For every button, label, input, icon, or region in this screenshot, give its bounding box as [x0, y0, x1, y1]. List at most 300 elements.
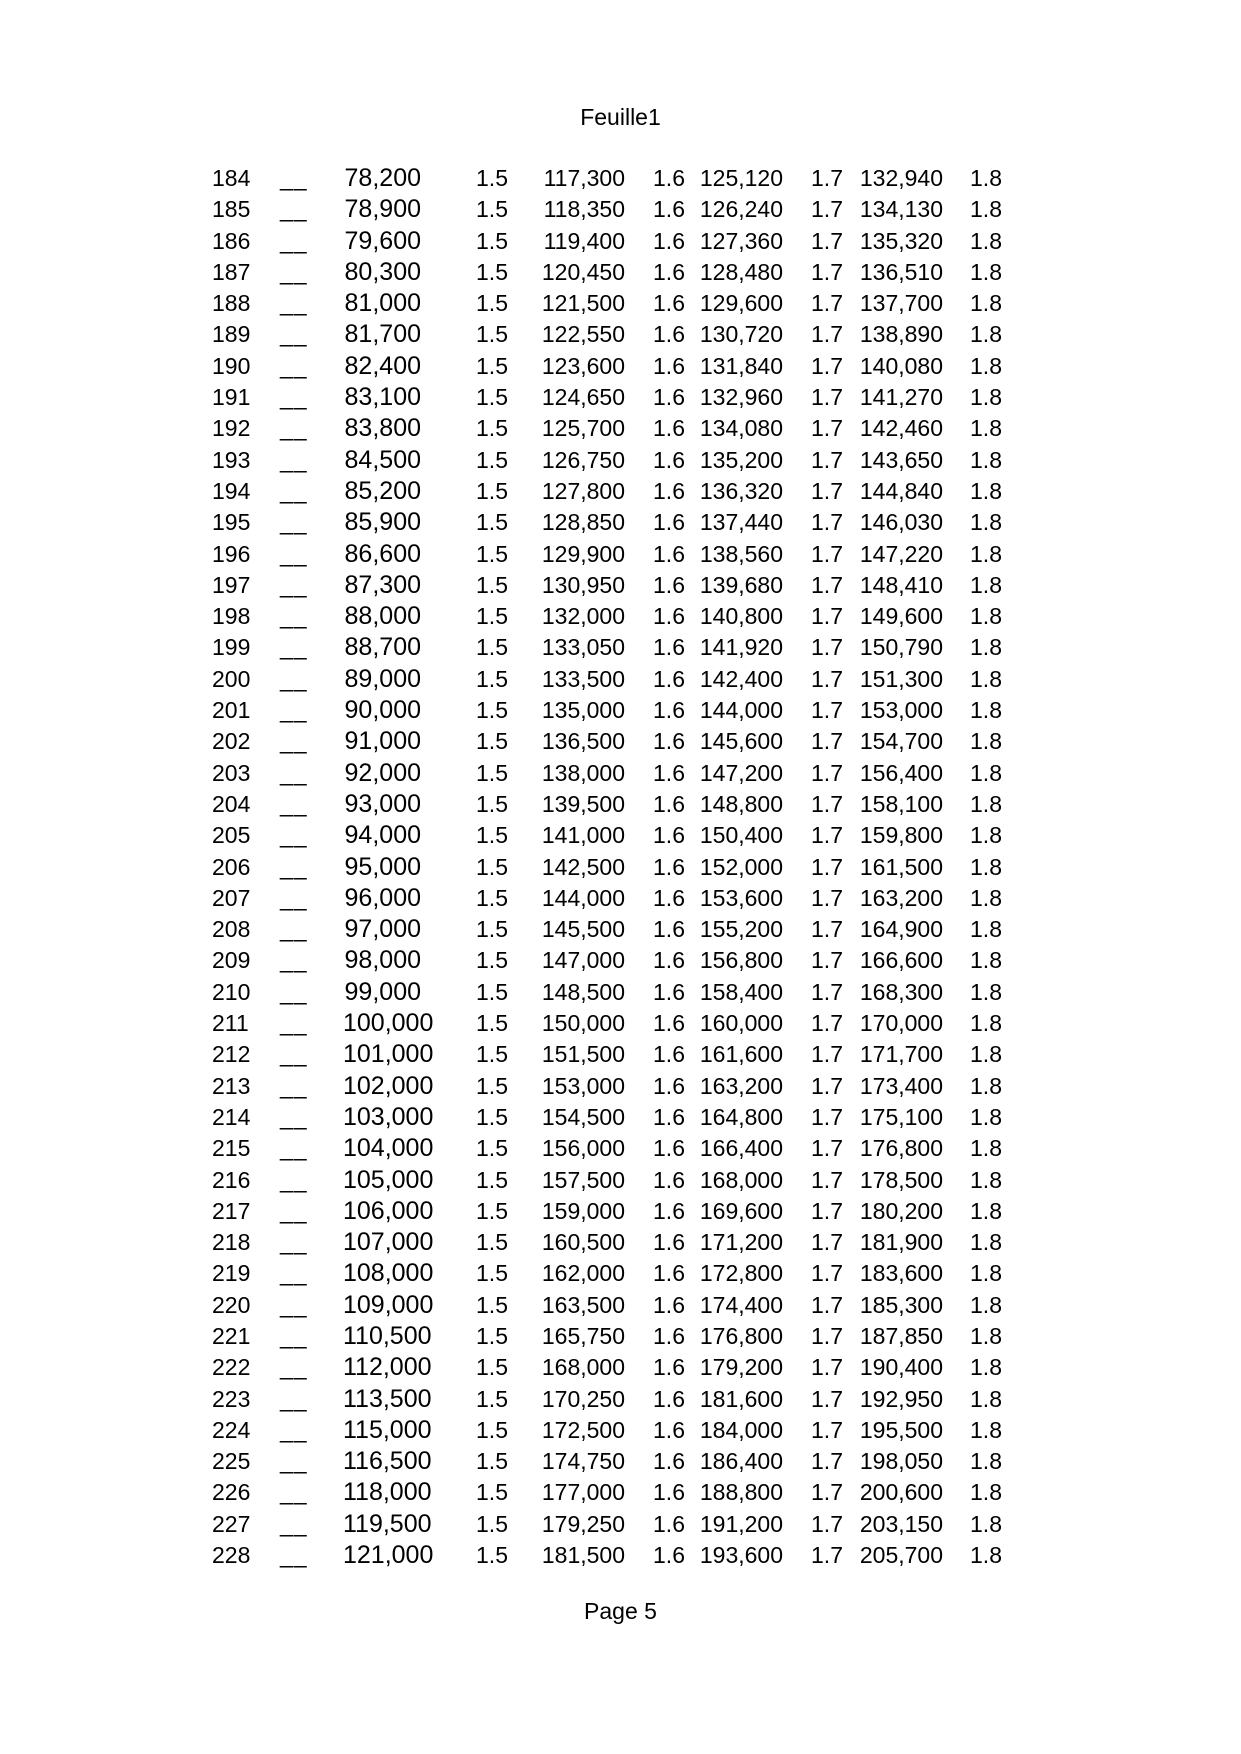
factor-1-5-cell: 1.5: [476, 196, 508, 223]
factor-1-6-cell: 1.6: [653, 415, 685, 442]
value-x1-7-cell: 149,600: [859, 603, 943, 630]
table-row: [212, 194, 1002, 225]
row-number-cell: 214: [212, 1103, 251, 1130]
value-x1-5-cell: 126,750: [541, 446, 625, 473]
value-x1-7-cell: 183,600: [859, 1260, 943, 1287]
table-row: [212, 539, 1002, 570]
factor-1-8-cell: 1.8: [970, 1448, 1002, 1475]
table-row: [212, 1540, 1002, 1571]
blank-cell-mark: __: [280, 540, 308, 567]
value-x1-5-cell: 124,650: [541, 384, 625, 411]
row-number-cell: 225: [212, 1448, 251, 1475]
value-x1-5-cell: 162,000: [541, 1260, 625, 1287]
factor-1-6-cell: 1.6: [653, 603, 685, 630]
value-x1-6-cell: 168,000: [699, 1166, 783, 1193]
factor-1-7-cell: 1.7: [811, 1354, 843, 1381]
blank-cell-mark: __: [280, 321, 308, 348]
factor-1-5-cell: 1.5: [476, 603, 508, 630]
row-number-cell: 212: [212, 1041, 251, 1068]
value-x1-6-cell: 171,200: [699, 1229, 783, 1256]
base-value-cell: 87,300: [344, 570, 421, 599]
base-value-cell: 98,000: [344, 946, 421, 975]
value-x1-5-cell: 156,000: [541, 1135, 625, 1162]
value-x1-6-cell: 188,800: [699, 1479, 783, 1506]
factor-1-5-cell: 1.5: [476, 822, 508, 849]
blank-cell-mark: __: [280, 1260, 308, 1287]
factor-1-5-cell: 1.5: [476, 853, 508, 880]
factor-1-8-cell: 1.8: [970, 321, 1002, 348]
blank-cell-mark: __: [280, 415, 308, 442]
base-value-cell: 121,000: [343, 1541, 434, 1570]
factor-1-6-cell: 1.6: [653, 1322, 685, 1349]
base-value-cell: 88,000: [344, 602, 421, 631]
factor-1-6-cell: 1.6: [653, 1010, 685, 1037]
value-x1-5-cell: 151,500: [541, 1041, 625, 1068]
base-value-cell: 115,000: [343, 1415, 432, 1444]
value-x1-6-cell: 134,080: [699, 415, 783, 442]
blank-cell-mark: __: [280, 196, 308, 223]
value-x1-6-cell: 153,600: [699, 884, 783, 911]
factor-1-8-cell: 1.8: [970, 1103, 1002, 1130]
factor-1-5-cell: 1.5: [476, 1291, 508, 1318]
table-row: [212, 319, 1002, 350]
value-x1-7-cell: 138,890: [859, 321, 943, 348]
blank-cell-mark: __: [280, 1135, 308, 1162]
table-row: [212, 695, 1002, 726]
factor-1-8-cell: 1.8: [970, 1166, 1002, 1193]
value-x1-5-cell: 119,400: [543, 227, 625, 254]
value-x1-7-cell: 190,400: [859, 1354, 943, 1381]
table-row: [212, 570, 1002, 601]
factor-1-7-cell: 1.7: [811, 1448, 843, 1475]
factor-1-7-cell: 1.7: [811, 728, 843, 755]
value-x1-6-cell: 139,680: [699, 571, 783, 598]
factor-1-5-cell: 1.5: [476, 1072, 508, 1099]
row-number-cell: 187: [212, 258, 251, 285]
row-number-cell: 224: [212, 1416, 251, 1443]
table-row: [212, 1196, 1002, 1227]
blank-cell-mark: __: [280, 1510, 308, 1537]
value-x1-5-cell: 130,950: [541, 571, 625, 598]
factor-1-5-cell: 1.5: [476, 978, 508, 1005]
value-x1-7-cell: 178,500: [859, 1166, 943, 1193]
row-number-cell: 185: [212, 196, 251, 223]
factor-1-6-cell: 1.6: [653, 321, 685, 348]
row-number-cell: 186: [212, 227, 251, 254]
value-x1-7-cell: 153,000: [859, 697, 943, 724]
value-x1-5-cell: 123,600: [541, 352, 625, 379]
factor-1-5-cell: 1.5: [476, 477, 508, 504]
value-x1-7-cell: 200,600: [859, 1479, 943, 1506]
value-x1-6-cell: 131,840: [699, 352, 783, 379]
blank-cell-mark: __: [280, 603, 308, 630]
factor-1-8-cell: 1.8: [970, 477, 1002, 504]
base-value-cell: 119,500: [343, 1509, 432, 1538]
value-x1-7-cell: 171,700: [859, 1041, 943, 1068]
factor-1-5-cell: 1.5: [476, 790, 508, 817]
row-number-cell: 220: [212, 1291, 251, 1318]
factor-1-7-cell: 1.7: [811, 1291, 843, 1318]
blank-cell-mark: __: [280, 290, 308, 317]
factor-1-8-cell: 1.8: [970, 603, 1002, 630]
value-x1-5-cell: 120,450: [541, 258, 625, 285]
value-x1-6-cell: 138,560: [699, 540, 783, 567]
base-value-cell: 85,900: [344, 508, 421, 537]
factor-1-5-cell: 1.5: [476, 352, 508, 379]
blank-cell-mark: __: [280, 978, 308, 1005]
row-number-cell: 198: [212, 603, 251, 630]
base-value-cell: 109,000: [343, 1290, 434, 1319]
value-x1-7-cell: 143,650: [859, 446, 943, 473]
factor-1-5-cell: 1.5: [476, 884, 508, 911]
factor-1-8-cell: 1.8: [970, 1291, 1002, 1318]
value-x1-7-cell: 156,400: [859, 759, 943, 786]
page-number: Page 5: [584, 1598, 657, 1624]
blank-cell-mark: __: [280, 790, 308, 817]
blank-cell-mark: __: [280, 1322, 308, 1349]
factor-1-8-cell: 1.8: [970, 196, 1002, 223]
blank-cell-mark: __: [280, 352, 308, 379]
value-x1-6-cell: 160,000: [699, 1010, 783, 1037]
value-x1-6-cell: 152,000: [699, 853, 783, 880]
table-row: [212, 1415, 1002, 1446]
value-x1-5-cell: 135,000: [541, 697, 625, 724]
base-value-cell: 112,000: [343, 1353, 432, 1382]
base-value-cell: 110,500: [343, 1321, 432, 1350]
factor-1-5-cell: 1.5: [476, 1260, 508, 1287]
blank-cell-mark: __: [280, 258, 308, 285]
blank-cell-mark: __: [280, 759, 308, 786]
value-x1-7-cell: 158,100: [859, 790, 943, 817]
row-number-cell: 197: [212, 571, 251, 598]
factor-1-6-cell: 1.6: [653, 227, 685, 254]
factor-1-5-cell: 1.5: [476, 290, 508, 317]
factor-1-5-cell: 1.5: [476, 1479, 508, 1506]
value-x1-7-cell: 140,080: [859, 352, 943, 379]
factor-1-6-cell: 1.6: [653, 352, 685, 379]
value-x1-6-cell: 140,800: [699, 603, 783, 630]
base-value-cell: 90,000: [344, 696, 421, 725]
row-number-cell: 201: [212, 697, 251, 724]
factor-1-6-cell: 1.6: [653, 509, 685, 536]
table-row: [212, 1509, 1002, 1540]
table-row: [212, 1352, 1002, 1383]
factor-1-8-cell: 1.8: [970, 258, 1002, 285]
blank-cell-mark: __: [280, 509, 308, 536]
factor-1-7-cell: 1.7: [811, 1010, 843, 1037]
factor-1-7-cell: 1.7: [811, 509, 843, 536]
factor-1-5-cell: 1.5: [476, 1416, 508, 1443]
factor-1-6-cell: 1.6: [653, 947, 685, 974]
value-x1-7-cell: 141,270: [859, 384, 943, 411]
value-x1-5-cell: 168,000: [541, 1354, 625, 1381]
factor-1-7-cell: 1.7: [811, 321, 843, 348]
row-number-cell: 200: [212, 665, 251, 692]
row-number-cell: 223: [212, 1385, 251, 1412]
value-x1-6-cell: 193,600: [699, 1542, 783, 1569]
factor-1-6-cell: 1.6: [653, 884, 685, 911]
factor-1-8-cell: 1.8: [970, 1510, 1002, 1537]
table-row: [212, 1258, 1002, 1289]
factor-1-7-cell: 1.7: [811, 446, 843, 473]
value-x1-7-cell: 176,800: [859, 1135, 943, 1162]
base-value-cell: 83,800: [344, 414, 421, 443]
factor-1-7-cell: 1.7: [811, 1260, 843, 1287]
value-x1-5-cell: 157,500: [541, 1166, 625, 1193]
value-x1-7-cell: 173,400: [859, 1072, 943, 1099]
factor-1-7-cell: 1.7: [811, 227, 843, 254]
value-x1-7-cell: 146,030: [859, 509, 943, 536]
row-number-cell: 199: [212, 634, 251, 661]
row-number-cell: 213: [212, 1072, 251, 1099]
table-row: [212, 977, 1002, 1008]
row-number-cell: 215: [212, 1135, 251, 1162]
table-row: [212, 226, 1002, 257]
value-x1-5-cell: 128,850: [541, 509, 625, 536]
value-x1-5-cell: 121,500: [541, 290, 625, 317]
value-x1-5-cell: 142,500: [541, 853, 625, 880]
blank-cell-mark: __: [280, 1291, 308, 1318]
factor-1-5-cell: 1.5: [476, 634, 508, 661]
factor-1-8-cell: 1.8: [970, 822, 1002, 849]
table-row: [212, 914, 1002, 945]
table-row: [212, 1446, 1002, 1477]
base-value-cell: 102,000: [343, 1071, 434, 1100]
factor-1-6-cell: 1.6: [653, 1135, 685, 1162]
base-value-cell: 84,500: [344, 445, 421, 474]
value-x1-6-cell: 191,200: [699, 1510, 783, 1537]
factor-1-5-cell: 1.5: [476, 759, 508, 786]
factor-1-8-cell: 1.8: [970, 1229, 1002, 1256]
factor-1-6-cell: 1.6: [653, 1103, 685, 1130]
factor-1-6-cell: 1.6: [653, 853, 685, 880]
factor-1-5-cell: 1.5: [476, 1229, 508, 1256]
value-x1-5-cell: 154,500: [541, 1103, 625, 1130]
blank-cell-mark: __: [280, 446, 308, 473]
factor-1-5-cell: 1.5: [476, 916, 508, 943]
row-number-cell: 210: [212, 978, 251, 1005]
factor-1-8-cell: 1.8: [970, 540, 1002, 567]
factor-1-7-cell: 1.7: [811, 634, 843, 661]
blank-cell-mark: __: [280, 1041, 308, 1068]
value-x1-7-cell: 159,800: [859, 822, 943, 849]
base-value-cell: 88,700: [344, 633, 421, 662]
factor-1-7-cell: 1.7: [811, 822, 843, 849]
row-number-cell: 194: [212, 477, 251, 504]
row-number-cell: 190: [212, 352, 251, 379]
factor-1-7-cell: 1.7: [811, 1479, 843, 1506]
value-x1-5-cell: 170,250: [541, 1385, 625, 1412]
blank-cell-mark: __: [280, 1010, 308, 1037]
table-row: [212, 1290, 1002, 1321]
value-x1-6-cell: 156,800: [699, 947, 783, 974]
table-row: [212, 1321, 1002, 1352]
table-row: [212, 601, 1002, 632]
factor-1-8-cell: 1.8: [970, 1542, 1002, 1569]
blank-cell-mark: __: [280, 1166, 308, 1193]
value-x1-5-cell: 122,550: [541, 321, 625, 348]
row-number-cell: 193: [212, 446, 251, 473]
factor-1-7-cell: 1.7: [811, 1072, 843, 1099]
value-x1-7-cell: 151,300: [859, 665, 943, 692]
factor-1-7-cell: 1.7: [811, 352, 843, 379]
blank-cell-mark: __: [280, 1072, 308, 1099]
factor-1-6-cell: 1.6: [653, 1510, 685, 1537]
factor-1-5-cell: 1.5: [476, 227, 508, 254]
value-x1-7-cell: 147,220: [859, 540, 943, 567]
factor-1-6-cell: 1.6: [653, 1072, 685, 1099]
factor-1-6-cell: 1.6: [653, 665, 685, 692]
base-value-cell: 83,100: [344, 383, 421, 412]
factor-1-5-cell: 1.5: [476, 1354, 508, 1381]
factor-1-6-cell: 1.6: [653, 634, 685, 661]
value-x1-7-cell: 198,050: [859, 1448, 943, 1475]
value-x1-7-cell: 132,940: [859, 165, 943, 191]
factor-1-7-cell: 1.7: [811, 290, 843, 317]
row-number-cell: 216: [212, 1166, 251, 1193]
value-x1-7-cell: 137,700: [859, 290, 943, 317]
value-x1-6-cell: 130,720: [699, 321, 783, 348]
value-x1-7-cell: 161,500: [859, 853, 943, 880]
factor-1-6-cell: 1.6: [653, 1291, 685, 1318]
value-x1-6-cell: 142,400: [699, 665, 783, 692]
factor-1-5-cell: 1.5: [476, 1542, 508, 1569]
base-value-cell: 86,600: [344, 539, 421, 568]
factor-1-8-cell: 1.8: [970, 384, 1002, 411]
blank-cell-mark: __: [280, 1229, 308, 1256]
factor-1-6-cell: 1.6: [653, 978, 685, 1005]
factor-1-8-cell: 1.8: [970, 634, 1002, 661]
base-value-cell: 103,000: [343, 1102, 434, 1131]
factor-1-6-cell: 1.6: [653, 384, 685, 411]
value-x1-5-cell: 136,500: [541, 728, 625, 755]
factor-1-7-cell: 1.7: [811, 603, 843, 630]
value-x1-7-cell: 180,200: [859, 1197, 943, 1224]
row-number-cell: 218: [212, 1229, 251, 1256]
factor-1-7-cell: 1.7: [811, 196, 843, 223]
factor-1-5-cell: 1.5: [476, 1385, 508, 1412]
value-x1-5-cell: 179,250: [541, 1510, 625, 1537]
base-value-cell: 78,900: [344, 195, 421, 224]
base-value-cell: 79,600: [344, 226, 421, 255]
base-value-cell: 80,300: [344, 257, 421, 286]
value-x1-6-cell: 155,200: [699, 916, 783, 943]
factor-1-6-cell: 1.6: [653, 1166, 685, 1193]
factor-1-8-cell: 1.8: [970, 728, 1002, 755]
factor-1-8-cell: 1.8: [970, 571, 1002, 598]
factor-1-6-cell: 1.6: [653, 1041, 685, 1068]
factor-1-7-cell: 1.7: [811, 1542, 843, 1569]
table-row: [212, 1133, 1002, 1164]
factor-1-6-cell: 1.6: [653, 1354, 685, 1381]
factor-1-6-cell: 1.6: [653, 790, 685, 817]
value-x1-7-cell: 142,460: [859, 415, 943, 442]
blank-cell-mark: __: [280, 1448, 308, 1475]
value-x1-6-cell: 125,120: [699, 165, 783, 191]
factor-1-5-cell: 1.5: [476, 665, 508, 692]
table-row: [212, 1227, 1002, 1258]
base-value-cell: 99,000: [344, 977, 421, 1006]
factor-1-8-cell: 1.8: [970, 227, 1002, 254]
factor-1-5-cell: 1.5: [476, 415, 508, 442]
factor-1-6-cell: 1.6: [653, 540, 685, 567]
value-x1-5-cell: 145,500: [541, 916, 625, 943]
value-x1-6-cell: 166,400: [699, 1135, 783, 1162]
table-row: [212, 1039, 1002, 1070]
row-number-cell: 189: [212, 321, 251, 348]
row-number-cell: 209: [212, 947, 251, 974]
factor-1-7-cell: 1.7: [811, 571, 843, 598]
factor-1-7-cell: 1.7: [811, 1510, 843, 1537]
blank-cell-mark: __: [280, 1479, 308, 1506]
row-number-cell: 207: [212, 884, 251, 911]
table-row: [212, 445, 1002, 476]
table-row: [212, 288, 1002, 319]
value-x1-7-cell: 134,130: [859, 196, 943, 223]
value-x1-6-cell: 161,600: [699, 1041, 783, 1068]
value-x1-5-cell: 177,000: [541, 1479, 625, 1506]
factor-1-5-cell: 1.5: [476, 384, 508, 411]
factor-1-8-cell: 1.8: [970, 1041, 1002, 1068]
row-number-cell: 219: [212, 1260, 251, 1287]
table-row: [212, 1165, 1002, 1196]
factor-1-5-cell: 1.5: [476, 540, 508, 567]
row-number-cell: 204: [212, 790, 251, 817]
factor-1-5-cell: 1.5: [476, 697, 508, 724]
table-row: [212, 163, 1002, 194]
value-x1-5-cell: 133,050: [541, 634, 625, 661]
factor-1-6-cell: 1.6: [653, 571, 685, 598]
row-number-cell: 217: [212, 1197, 251, 1224]
base-value-cell: 89,000: [344, 664, 421, 693]
base-value-cell: 105,000: [343, 1165, 434, 1194]
row-number-cell: 211: [212, 1010, 249, 1037]
factor-1-8-cell: 1.8: [970, 1197, 1002, 1224]
blank-cell-mark: __: [280, 916, 308, 943]
base-value-cell: 106,000: [343, 1196, 434, 1225]
value-x1-6-cell: 181,600: [699, 1385, 783, 1412]
factor-1-7-cell: 1.7: [811, 258, 843, 285]
base-value-cell: 81,700: [344, 320, 421, 349]
factor-1-5-cell: 1.5: [476, 947, 508, 974]
value-x1-7-cell: 192,950: [859, 1385, 943, 1412]
row-number-cell: 226: [212, 1479, 251, 1506]
factor-1-5-cell: 1.5: [476, 321, 508, 348]
base-value-cell: 81,000: [344, 289, 421, 318]
blank-cell-mark: __: [280, 884, 308, 911]
blank-cell-mark: __: [280, 571, 308, 598]
factor-1-8-cell: 1.8: [970, 916, 1002, 943]
value-x1-5-cell: 132,000: [541, 603, 625, 630]
base-value-cell: 100,000: [343, 1009, 434, 1038]
blank-cell-mark: __: [280, 728, 308, 755]
value-x1-6-cell: 135,200: [699, 446, 783, 473]
row-number-cell: 188: [212, 290, 251, 317]
factor-1-5-cell: 1.5: [476, 1322, 508, 1349]
data-table: [212, 163, 1002, 1571]
row-number-cell: 191: [212, 384, 251, 411]
factor-1-7-cell: 1.7: [811, 884, 843, 911]
factor-1-7-cell: 1.7: [811, 697, 843, 724]
blank-cell-mark: __: [280, 697, 308, 724]
value-x1-7-cell: 166,600: [859, 947, 943, 974]
factor-1-6-cell: 1.6: [653, 1542, 685, 1569]
base-value-cell: 93,000: [344, 789, 421, 818]
table-row: [212, 758, 1002, 789]
value-x1-5-cell: 163,500: [541, 1291, 625, 1318]
row-number-cell: 192: [212, 415, 251, 442]
value-x1-5-cell: 139,500: [541, 790, 625, 817]
